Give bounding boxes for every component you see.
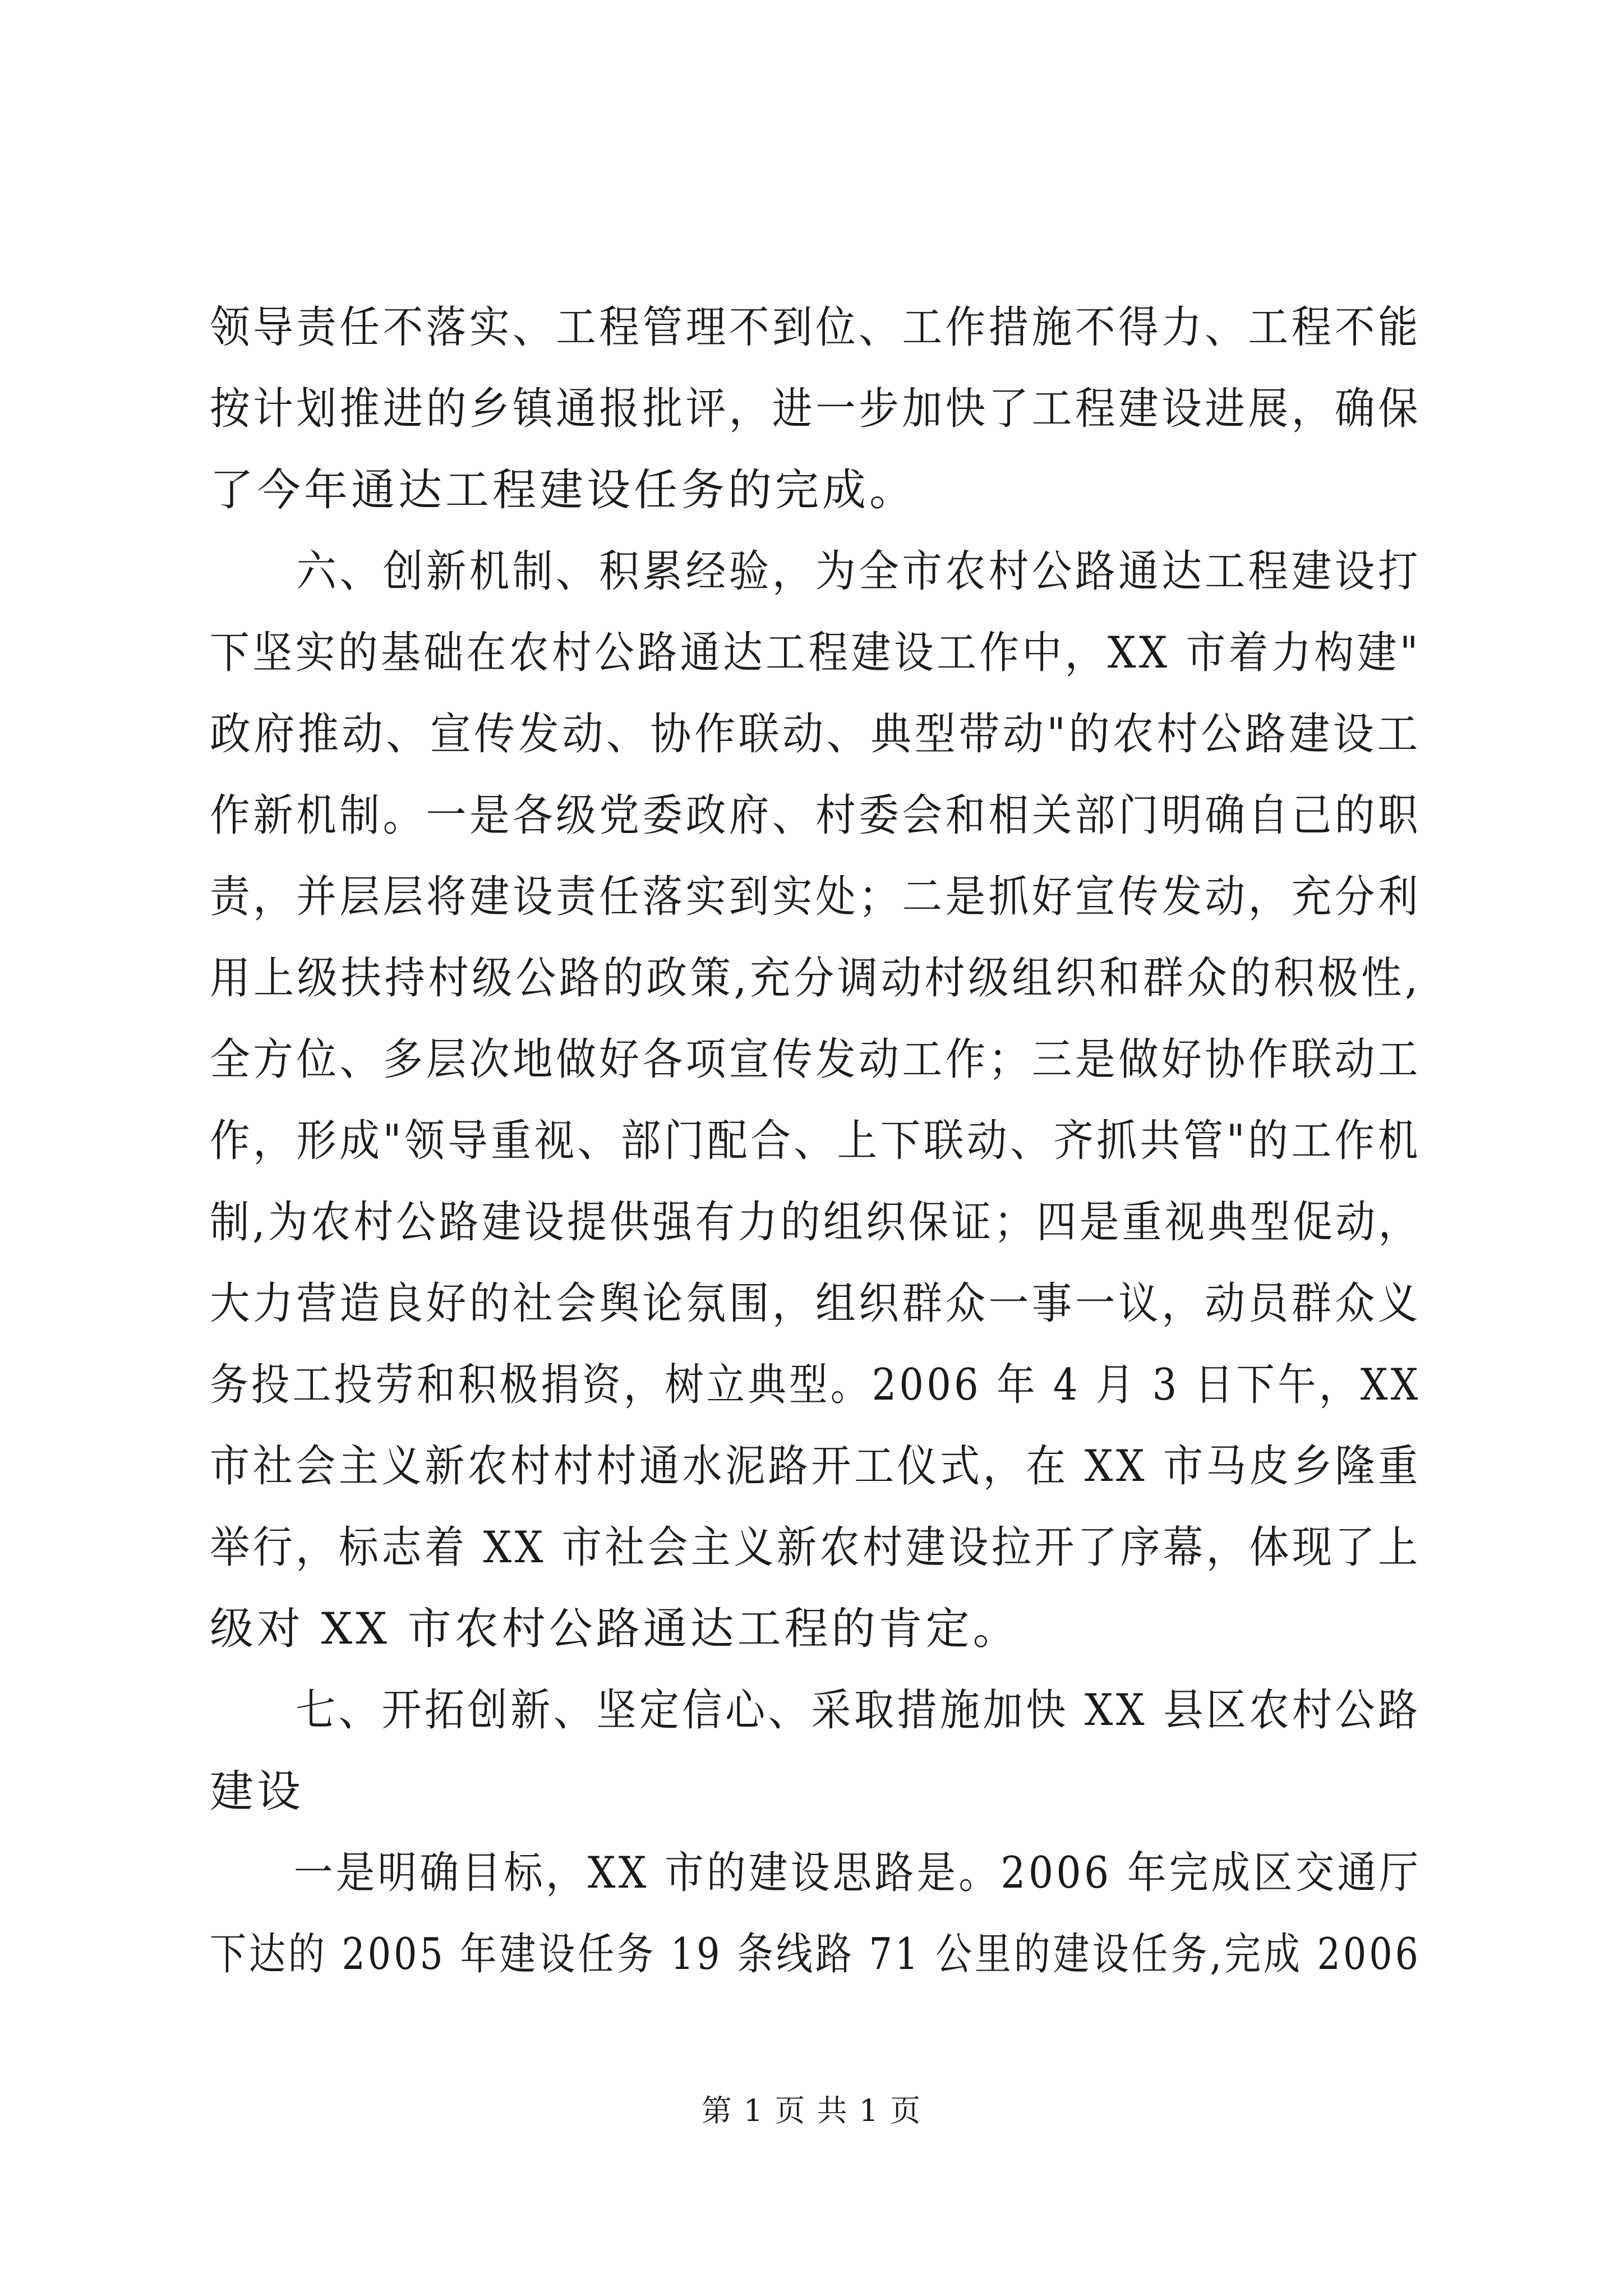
- text-line: 全方位、多层次地做好各项宣传发动工作；三是做好协作联动工: [210, 1034, 1422, 1085]
- text-line: 务投工投劳和积极捐资，树立典型。2006 年 4 月 3 日下午，XX: [210, 1360, 1421, 1410]
- text-line: 领导责任不落实、工程管理不到位、工作措施不得力、工程不能: [210, 302, 1422, 353]
- text-line: 七、开拓创新、坚定信心、采取措施加快 XX 县区农村公路: [296, 1685, 1421, 1736]
- text-line: 大力营造良好的社会舆论氛围，组织群众一事一议，动员群众义: [210, 1278, 1422, 1329]
- text-line: 责，并层层将建设责任落实到实处；二是抓好宣传发动，充分利: [210, 872, 1422, 922]
- text-line: 了今年通达工程建设任务的完成。: [210, 465, 917, 516]
- text-line: 举行，标志着 XX 市社会主义新农村建设拉开了序幕，体现了上: [210, 1522, 1421, 1573]
- text-line: 用上级扶持村级公路的政策,充分调动村级组织和群众的积极性,: [210, 953, 1421, 1004]
- text-line: 建设: [210, 1766, 305, 1817]
- page-footer: 第 1 页 共 1 页: [701, 2093, 922, 2128]
- text-line: 按计划推进的乡镇通报批评，进一步加快了工程建设进展，确保: [210, 384, 1422, 434]
- text-line: 政府推动、宣传发动、协作联动、典型带动"的农村公路建设工: [210, 709, 1421, 760]
- text-line: 作新机制。一是各级党委政府、村委会和相关部门明确自己的职: [210, 790, 1422, 841]
- text-line: 下坚实的基础在农村公路通达工程建设工作中，XX 市着力构建": [210, 628, 1421, 678]
- text-line: 一是明确目标，XX 市的建设思路是。2006 年完成区交通厅: [293, 1848, 1422, 1898]
- text-line: 下达的 2005 年建设任务 19 条线路 71 公里的建设任务,完成 2006: [210, 1929, 1421, 1980]
- text-line: 制,为农村公路建设提供强有力的组织保证；四是重视典型促动，: [210, 1197, 1421, 1248]
- text-line: 级对 XX 市农村公路通达工程的肯定。: [210, 1604, 1020, 1654]
- text-line: 市社会主义新农村村村通水泥路开工仪式，在 XX 市马皮乡隆重: [210, 1441, 1421, 1492]
- text-line: 作，形成"领导重视、部门配合、上下联动、齐抓共管"的工作机: [210, 1116, 1421, 1166]
- document-body: [210, 287, 1421, 1995]
- text-line: 六、创新机制、积累经验，为全市农村公路通达工程建设打: [296, 546, 1422, 597]
